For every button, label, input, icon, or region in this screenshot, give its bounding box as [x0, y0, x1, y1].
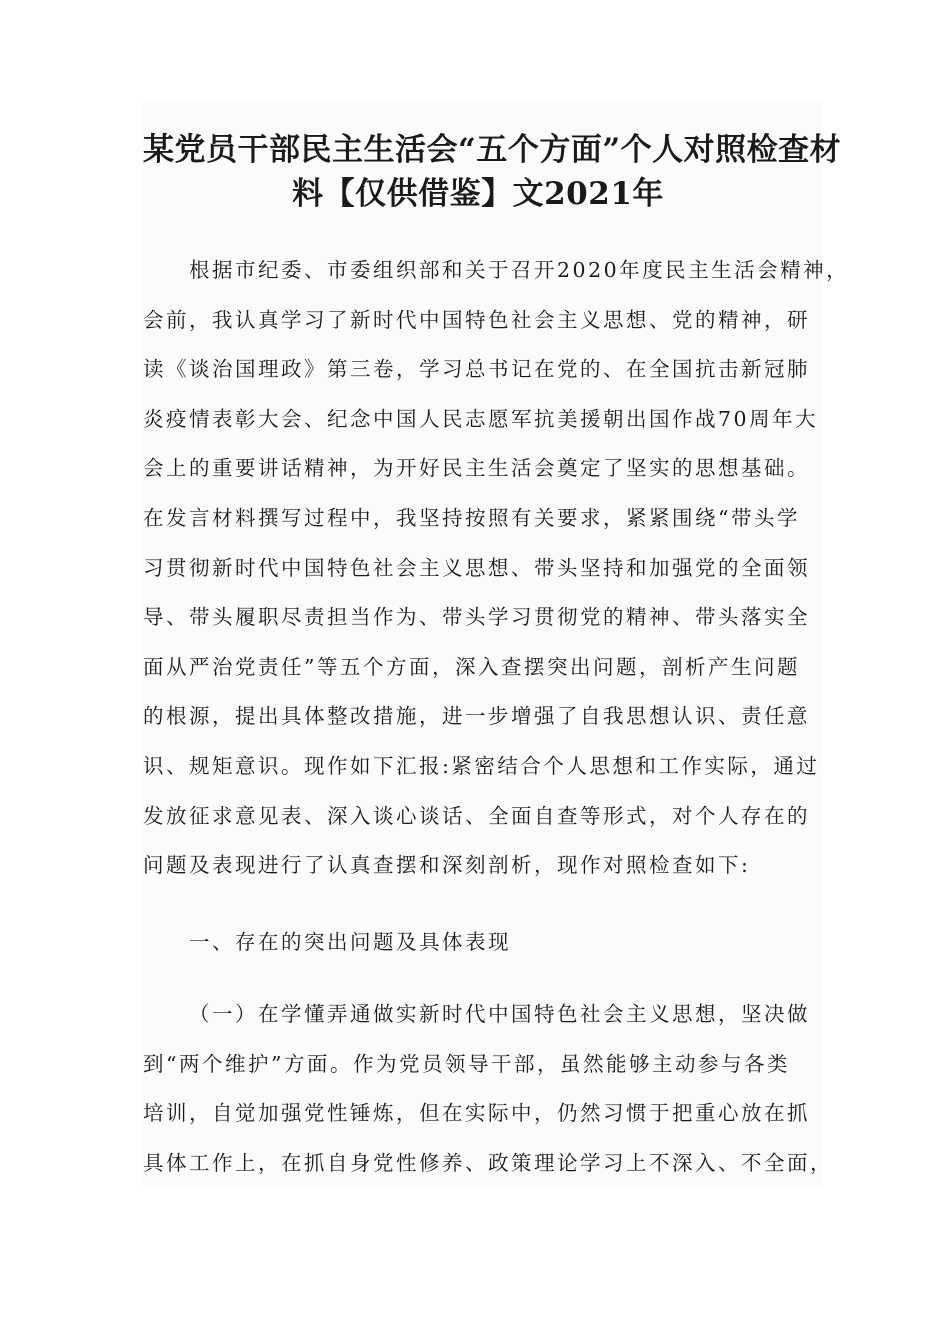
subsection-line: 到“两个维护”方面。作为党员领导干部，虽然能够主动参与各类	[143, 1051, 790, 1076]
intro-line: 的根源，提出具体整改措施，进一步增强了自我思想认识、责任意	[143, 704, 810, 729]
title-line-2: 料【仅供借鉴】文2021年	[292, 176, 664, 212]
intro-line: 问题及表现进行了认真查摆和深刻剖析，现作对照检查如下:	[143, 853, 751, 878]
intro-line: 会前，我认真学习了新时代中国特色社会主义思想、党的精神，研	[143, 307, 810, 332]
intro-paragraph	[143, 246, 850, 891]
section-heading-text: 一、存在的突出问题及具体表现	[189, 930, 511, 954]
document-title	[143, 128, 842, 216]
intro-line: 会上的重要讲话精神，为开好民主生活会奠定了坚实的思想基础。	[143, 456, 810, 481]
intro-line: 在发言材料撰写过程中，我坚持按照有关要求，紧紧围绕“带头学	[143, 505, 800, 530]
section-heading	[143, 918, 813, 968]
intro-line: 识、规矩意识。现作如下汇报:紧密结合个人思想和工作实际，通过	[143, 753, 820, 778]
intro-line: 根据市纪委、市委组织部和关于召开2020年度民主生活会精神，	[189, 258, 850, 282]
subsection-line: （一）在学懂弄通做实新时代中国特色社会主义思想，坚决做	[189, 1002, 810, 1026]
subsection-line: 培训，自觉加强党性锤炼，但在实际中，仍然习惯于把重心放在抓	[143, 1101, 810, 1126]
subsection-line: 具体工作上，在抓自身党性修养、政策理论学习上不深入、不全面，	[143, 1150, 833, 1175]
subsection-paragraph	[143, 990, 833, 1188]
title-line-1: 某党员干部民主生活会“五个方面”个人对照检查材	[143, 132, 842, 168]
intro-line: 炎疫情表彰大会、纪念中国人民志愿军抗美援朝出国作战70周年大	[143, 406, 819, 431]
intro-line: 习贯彻新时代中国特色社会主义思想、带头坚持和加强党的全面领	[143, 555, 810, 580]
intro-line: 发放征求意见表、深入谈心谈话、全面自查等形式，对个人存在的	[143, 803, 810, 828]
intro-line: 面从严治党责任”等五个方面，深入查摆突出问题，剖析产生问题	[143, 654, 800, 679]
intro-line: 导、带头履职尽责担当作为、带头学习贯彻党的精神、带头落实全	[143, 605, 810, 630]
intro-line: 读《谈治国理政》第三卷，学习总书记在党的、在全国抗击新冠肺	[143, 357, 810, 382]
